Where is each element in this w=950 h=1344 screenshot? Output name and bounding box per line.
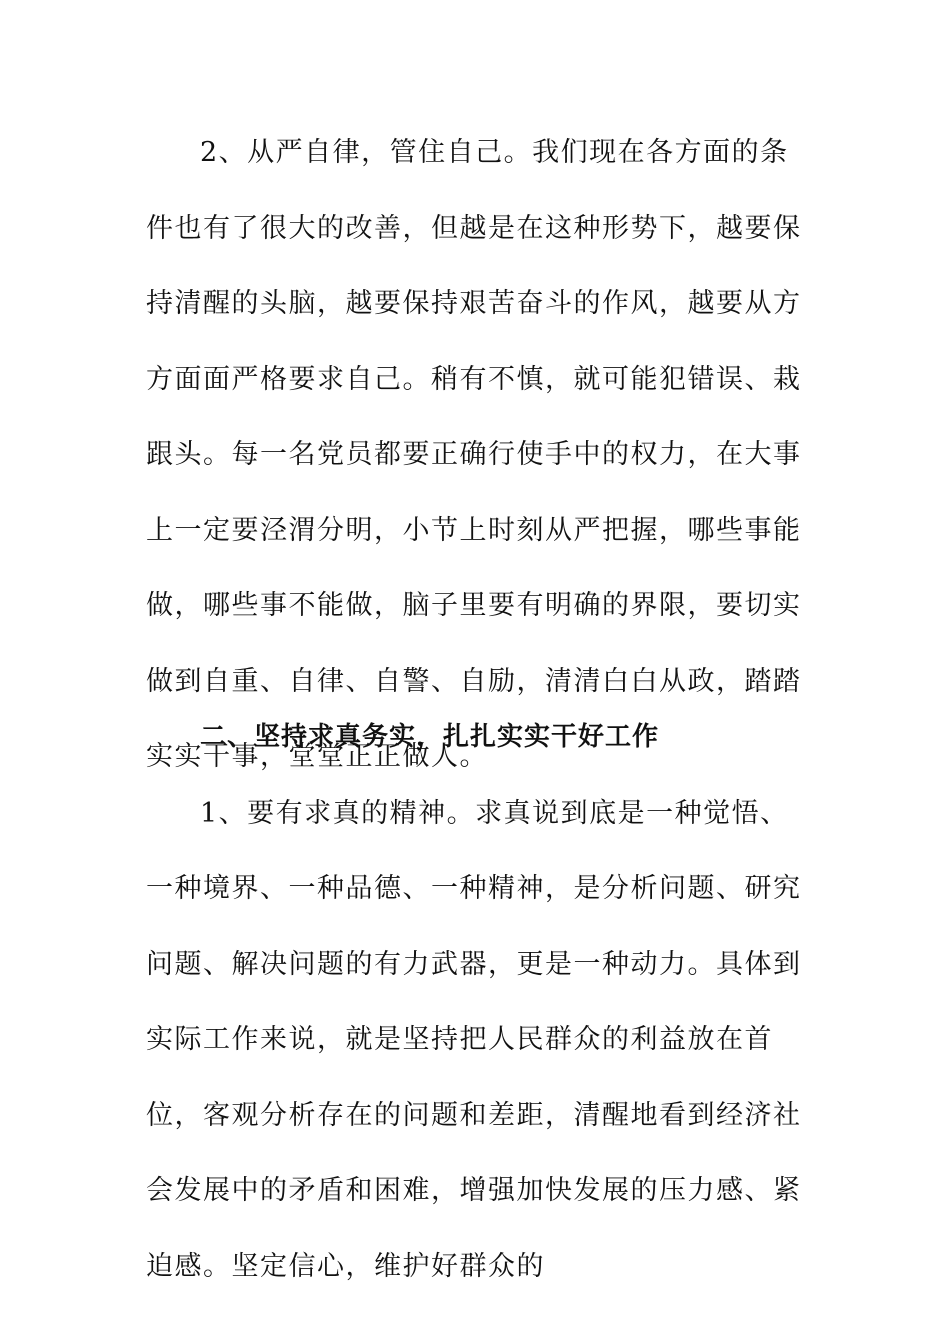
paragraph-seek-truth: 1、要有求真的精神。求真说到底是一种觉悟、一种境界、一种品德、一种精神，是分析问题、研究问题、解决问题的有力武器，更是一种动力。具体到实际工作来说，就是坚持把人民群众的利益放在首位，客观分析存在的问题和差距，清醒地看到经济社会发展中的矛盾和困难，增强加快发展的压力感、紧迫感。坚定信心，维护好群众的 <box>146 797 802 1282</box>
body-section-2 <box>146 700 806 1304</box>
body-section-1 <box>146 115 806 795</box>
section-heading: 二、坚持求真务实，扎扎实实干好工作 <box>200 722 660 752</box>
paragraph-self-discipline: 2、从严自律，管住自己。我们现在各方面的条件也有了很大的改善，但越是在这种形势下，越要保持清醒的头脑，越要保持艰苦奋斗的作风，越要从方方面面严格要求自己。稍有不慎，就可能犯错误、栽跟头。每一名党员都要正确行使手中的权力，在大事上一定要泾渭分明，小节上时刻从严把握，哪些事能做，哪些事不能做，脑子里要有明确的界限，要切实做到自重、自律、自警、自励，清清白白从政，踏踏实实干事，堂堂正正做人。 <box>146 137 802 772</box>
